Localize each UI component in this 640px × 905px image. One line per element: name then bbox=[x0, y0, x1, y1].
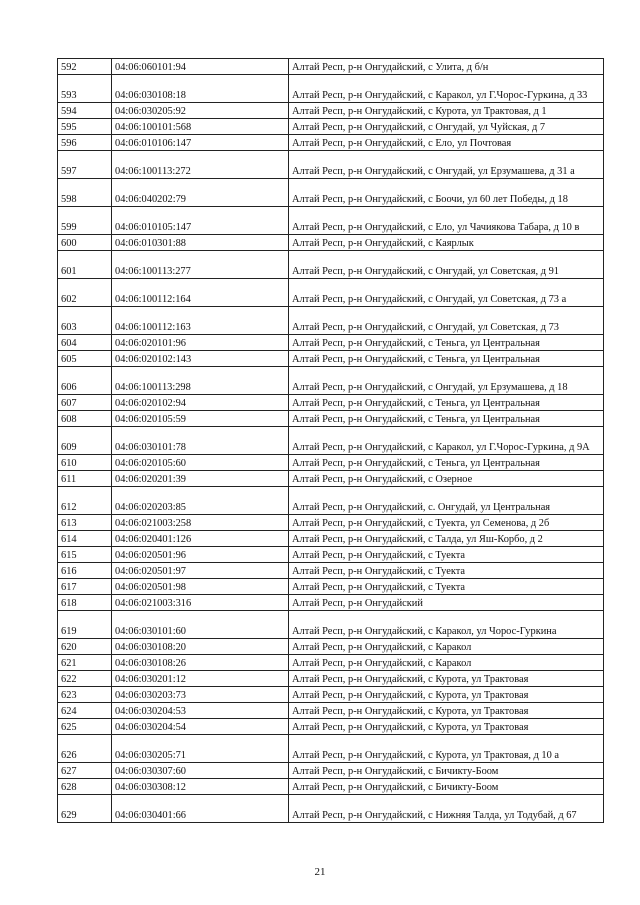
table-row bbox=[58, 151, 604, 179]
cadastral-number-cell: 04:06:020501:98 bbox=[112, 579, 289, 595]
table-row bbox=[58, 531, 604, 547]
row-number-cell: 615 bbox=[58, 547, 112, 563]
table-row bbox=[58, 515, 604, 531]
address-cell: Алтай Респ, р-н Онгудайский, с Теньга, ул Центральная bbox=[289, 455, 604, 471]
row-number-cell: 597 bbox=[58, 151, 112, 179]
table-row bbox=[58, 279, 604, 307]
table-row bbox=[58, 103, 604, 119]
cadastral-number-cell: 04:06:030401:66 bbox=[112, 795, 289, 823]
cadastral-number-cell: 04:06:020501:97 bbox=[112, 563, 289, 579]
row-number-cell: 617 bbox=[58, 579, 112, 595]
table-row bbox=[58, 671, 604, 687]
row-number-cell: 629 bbox=[58, 795, 112, 823]
row-number-cell: 623 bbox=[58, 687, 112, 703]
address-cell: Алтай Респ, р-н Онгудайский, с Теньга, ул Центральная bbox=[289, 335, 604, 351]
address-cell: Алтай Респ, р-н Онгудайский, с Онгудай, ул Советская, д 73 а bbox=[289, 279, 604, 307]
cadastral-number-cell: 04:06:030201:12 bbox=[112, 671, 289, 687]
row-number-cell: 592 bbox=[58, 59, 112, 75]
table-row bbox=[58, 427, 604, 455]
address-cell: Алтай Респ, р-н Онгудайский, с Теньга, ул Центральная bbox=[289, 411, 604, 427]
row-number-cell: 627 bbox=[58, 763, 112, 779]
row-number-cell: 618 bbox=[58, 595, 112, 611]
table-row bbox=[58, 351, 604, 367]
table-row bbox=[58, 411, 604, 427]
address-cell: Алтай Респ, р-н Онгудайский, с Нижняя Талда, ул Тодубай, д 67 bbox=[289, 795, 604, 823]
table-row bbox=[58, 779, 604, 795]
table-row bbox=[58, 719, 604, 735]
row-number-cell: 600 bbox=[58, 235, 112, 251]
table-row bbox=[58, 579, 604, 595]
address-cell: Алтай Респ, р-н Онгудайский, с Бичикту-Боом bbox=[289, 779, 604, 795]
cadastral-number-cell: 04:06:010301:88 bbox=[112, 235, 289, 251]
cadastral-number-cell: 04:06:030307:60 bbox=[112, 763, 289, 779]
table-body bbox=[58, 59, 604, 823]
address-cell: Алтай Респ, р-н Онгудайский, с Туекта bbox=[289, 547, 604, 563]
row-number-cell: 624 bbox=[58, 703, 112, 719]
cadastral-number-cell: 04:06:010106:147 bbox=[112, 135, 289, 151]
table-row bbox=[58, 367, 604, 395]
row-number-cell: 619 bbox=[58, 611, 112, 639]
cadastral-number-cell: 04:06:020203:85 bbox=[112, 487, 289, 515]
address-cell: Алтай Респ, р-н Онгудайский, с Курота, ул Трактовая, д 1 bbox=[289, 103, 604, 119]
table-row bbox=[58, 763, 604, 779]
cadastral-number-cell: 04:06:020201:39 bbox=[112, 471, 289, 487]
address-cell: Алтай Респ, р-н Онгудайский bbox=[289, 595, 604, 611]
cadastral-number-cell: 04:06:100112:164 bbox=[112, 279, 289, 307]
table-row bbox=[58, 335, 604, 351]
cadastral-number-cell: 04:06:021003:258 bbox=[112, 515, 289, 531]
address-cell: Алтай Респ, р-н Онгудайский, с Онгудай, ул Советская, д 73 bbox=[289, 307, 604, 335]
table-row bbox=[58, 487, 604, 515]
address-cell: Алтай Респ, р-н Онгудайский, с Ело, ул Чачиякова Табара, д 10 в bbox=[289, 207, 604, 235]
cadastral-number-cell: 04:06:030108:18 bbox=[112, 75, 289, 103]
cadastral-number-cell: 04:06:030203:73 bbox=[112, 687, 289, 703]
table-row bbox=[58, 135, 604, 151]
row-number-cell: 625 bbox=[58, 719, 112, 735]
address-cell: Алтай Респ, р-н Онгудайский, с Каракол bbox=[289, 639, 604, 655]
address-cell: Алтай Респ, р-н Онгудайский, с Теньга, ул Центральная bbox=[289, 351, 604, 367]
table-row bbox=[58, 179, 604, 207]
row-number-cell: 602 bbox=[58, 279, 112, 307]
row-number-cell: 606 bbox=[58, 367, 112, 395]
row-number-cell: 622 bbox=[58, 671, 112, 687]
row-number-cell: 595 bbox=[58, 119, 112, 135]
row-number-cell: 616 bbox=[58, 563, 112, 579]
cadastral-number-cell: 04:06:020501:96 bbox=[112, 547, 289, 563]
cadastral-number-cell: 04:06:020101:96 bbox=[112, 335, 289, 351]
table-row bbox=[58, 235, 604, 251]
cadastral-number-cell: 04:06:020105:59 bbox=[112, 411, 289, 427]
cadastral-number-cell: 04:06:030204:53 bbox=[112, 703, 289, 719]
table-row bbox=[58, 471, 604, 487]
address-cell: Алтай Респ, р-н Онгудайский, с Ело, ул Почтовая bbox=[289, 135, 604, 151]
cadastral-number-cell: 04:06:040202:79 bbox=[112, 179, 289, 207]
row-number-cell: 594 bbox=[58, 103, 112, 119]
table-row bbox=[58, 611, 604, 639]
row-number-cell: 596 bbox=[58, 135, 112, 151]
row-number-cell: 620 bbox=[58, 639, 112, 655]
cadastral-number-cell: 04:06:020102:94 bbox=[112, 395, 289, 411]
table-row bbox=[58, 795, 604, 823]
table-row bbox=[58, 735, 604, 763]
cadastral-number-cell: 04:06:030204:54 bbox=[112, 719, 289, 735]
address-cell: Алтай Респ, р-н Онгудайский, с Каракол, ул Г.Чорос-Гуркина, д 33 bbox=[289, 75, 604, 103]
address-cell: Алтай Респ, р-н Онгудайский, с Курота, ул Трактовая bbox=[289, 671, 604, 687]
table-row bbox=[58, 455, 604, 471]
address-cell: Алтай Респ, р-н Онгудайский, с Онгудай, ул Ерзумашева, д 18 bbox=[289, 367, 604, 395]
cadastral-number-cell: 04:06:030108:26 bbox=[112, 655, 289, 671]
address-cell: Алтай Респ, р-н Онгудайский, с Курота, ул Трактовая bbox=[289, 687, 604, 703]
cadastral-number-cell: 04:06:030108:20 bbox=[112, 639, 289, 655]
address-cell: Алтай Респ, р-н Онгудайский, с Озерное bbox=[289, 471, 604, 487]
row-number-cell: 610 bbox=[58, 455, 112, 471]
cadastral-number-cell: 04:06:030308:12 bbox=[112, 779, 289, 795]
cadastral-number-cell: 04:06:100113:272 bbox=[112, 151, 289, 179]
row-number-cell: 612 bbox=[58, 487, 112, 515]
page-number: 21 bbox=[314, 866, 326, 878]
address-cell: Алтай Респ, р-н Онгудайский, с. Онгудай, ул Центральная bbox=[289, 487, 604, 515]
address-cell: Алтай Респ, р-н Онгудайский, с Бичикту-Боом bbox=[289, 763, 604, 779]
table-row bbox=[58, 547, 604, 563]
cadastral-number-cell: 04:06:020102:143 bbox=[112, 351, 289, 367]
row-number-cell: 601 bbox=[58, 251, 112, 279]
row-number-cell: 613 bbox=[58, 515, 112, 531]
table-row bbox=[58, 75, 604, 103]
row-number-cell: 614 bbox=[58, 531, 112, 547]
address-cell: Алтай Респ, р-н Онгудайский, с Улита, д б/н bbox=[289, 59, 604, 75]
cadastral-number-cell: 04:06:020105:60 bbox=[112, 455, 289, 471]
address-cell: Алтай Респ, р-н Онгудайский, с Туекта, ул Семенова, д 2б bbox=[289, 515, 604, 531]
row-number-cell: 599 bbox=[58, 207, 112, 235]
table-row bbox=[58, 639, 604, 655]
address-cell: Алтай Респ, р-н Онгудайский, с Онгудай, ул Чуйская, д 7 bbox=[289, 119, 604, 135]
cadastral-number-cell: 04:06:030101:60 bbox=[112, 611, 289, 639]
cadastral-number-cell: 04:06:100113:298 bbox=[112, 367, 289, 395]
row-number-cell: 593 bbox=[58, 75, 112, 103]
table-row bbox=[58, 687, 604, 703]
address-cell: Алтай Респ, р-н Онгудайский, с Курота, ул Трактовая, д 10 а bbox=[289, 735, 604, 763]
address-cell: Алтай Респ, р-н Онгудайский, с Каярлык bbox=[289, 235, 604, 251]
row-number-cell: 611 bbox=[58, 471, 112, 487]
row-number-cell: 604 bbox=[58, 335, 112, 351]
table-row bbox=[58, 595, 604, 611]
row-number-cell: 608 bbox=[58, 411, 112, 427]
row-number-cell: 609 bbox=[58, 427, 112, 455]
row-number-cell: 628 bbox=[58, 779, 112, 795]
address-cell: Алтай Респ, р-н Онгудайский, с Боочи, ул 60 лет Победы, д 18 bbox=[289, 179, 604, 207]
address-cell: Алтай Респ, р-н Онгудайский, с Курота, ул Трактовая bbox=[289, 703, 604, 719]
address-cell: Алтай Респ, р-н Онгудайский, с Онгудай, ул Советская, д 91 bbox=[289, 251, 604, 279]
row-number-cell: 603 bbox=[58, 307, 112, 335]
address-cell: Алтай Респ, р-н Онгудайский, с Онгудай, ул Ерзумашева, д 31 а bbox=[289, 151, 604, 179]
cadastral-number-cell: 04:06:030205:71 bbox=[112, 735, 289, 763]
cadastral-table bbox=[57, 58, 604, 823]
cadastral-number-cell: 04:06:010105:147 bbox=[112, 207, 289, 235]
address-cell: Алтай Респ, р-н Онгудайский, с Курота, ул Трактовая bbox=[289, 719, 604, 735]
address-cell: Алтай Респ, р-н Онгудайский, с Каракол bbox=[289, 655, 604, 671]
table-row bbox=[58, 251, 604, 279]
address-cell: Алтай Респ, р-н Онгудайский, с Каракол, ул Г.Чорос-Гуркина, д 9А bbox=[289, 427, 604, 455]
table-row bbox=[58, 307, 604, 335]
cadastral-number-cell: 04:06:060101:94 bbox=[112, 59, 289, 75]
address-cell: Алтай Респ, р-н Онгудайский, с Туекта bbox=[289, 579, 604, 595]
table-row bbox=[58, 395, 604, 411]
row-number-cell: 598 bbox=[58, 179, 112, 207]
table-row bbox=[58, 563, 604, 579]
cadastral-number-cell: 04:06:100113:277 bbox=[112, 251, 289, 279]
table-row bbox=[58, 207, 604, 235]
cadastral-number-cell: 04:06:020401:126 bbox=[112, 531, 289, 547]
table-row bbox=[58, 59, 604, 75]
address-cell: Алтай Респ, р-н Онгудайский, с Теньга, ул Центральная bbox=[289, 395, 604, 411]
table-row bbox=[58, 703, 604, 719]
row-number-cell: 621 bbox=[58, 655, 112, 671]
row-number-cell: 626 bbox=[58, 735, 112, 763]
address-cell: Алтай Респ, р-н Онгудайский, с Талда, ул Яш-Корбо, д 2 bbox=[289, 531, 604, 547]
cadastral-number-cell: 04:06:030205:92 bbox=[112, 103, 289, 119]
address-cell: Алтай Респ, р-н Онгудайский, с Туекта bbox=[289, 563, 604, 579]
table-row bbox=[58, 655, 604, 671]
cadastral-number-cell: 04:06:021003:316 bbox=[112, 595, 289, 611]
table-row bbox=[58, 119, 604, 135]
cadastral-number-cell: 04:06:100101:568 bbox=[112, 119, 289, 135]
cadastral-number-cell: 04:06:030101:78 bbox=[112, 427, 289, 455]
cadastral-number-cell: 04:06:100112:163 bbox=[112, 307, 289, 335]
address-cell: Алтай Респ, р-н Онгудайский, с Каракол, ул Чорос-Гуркина bbox=[289, 611, 604, 639]
row-number-cell: 607 bbox=[58, 395, 112, 411]
row-number-cell: 605 bbox=[58, 351, 112, 367]
